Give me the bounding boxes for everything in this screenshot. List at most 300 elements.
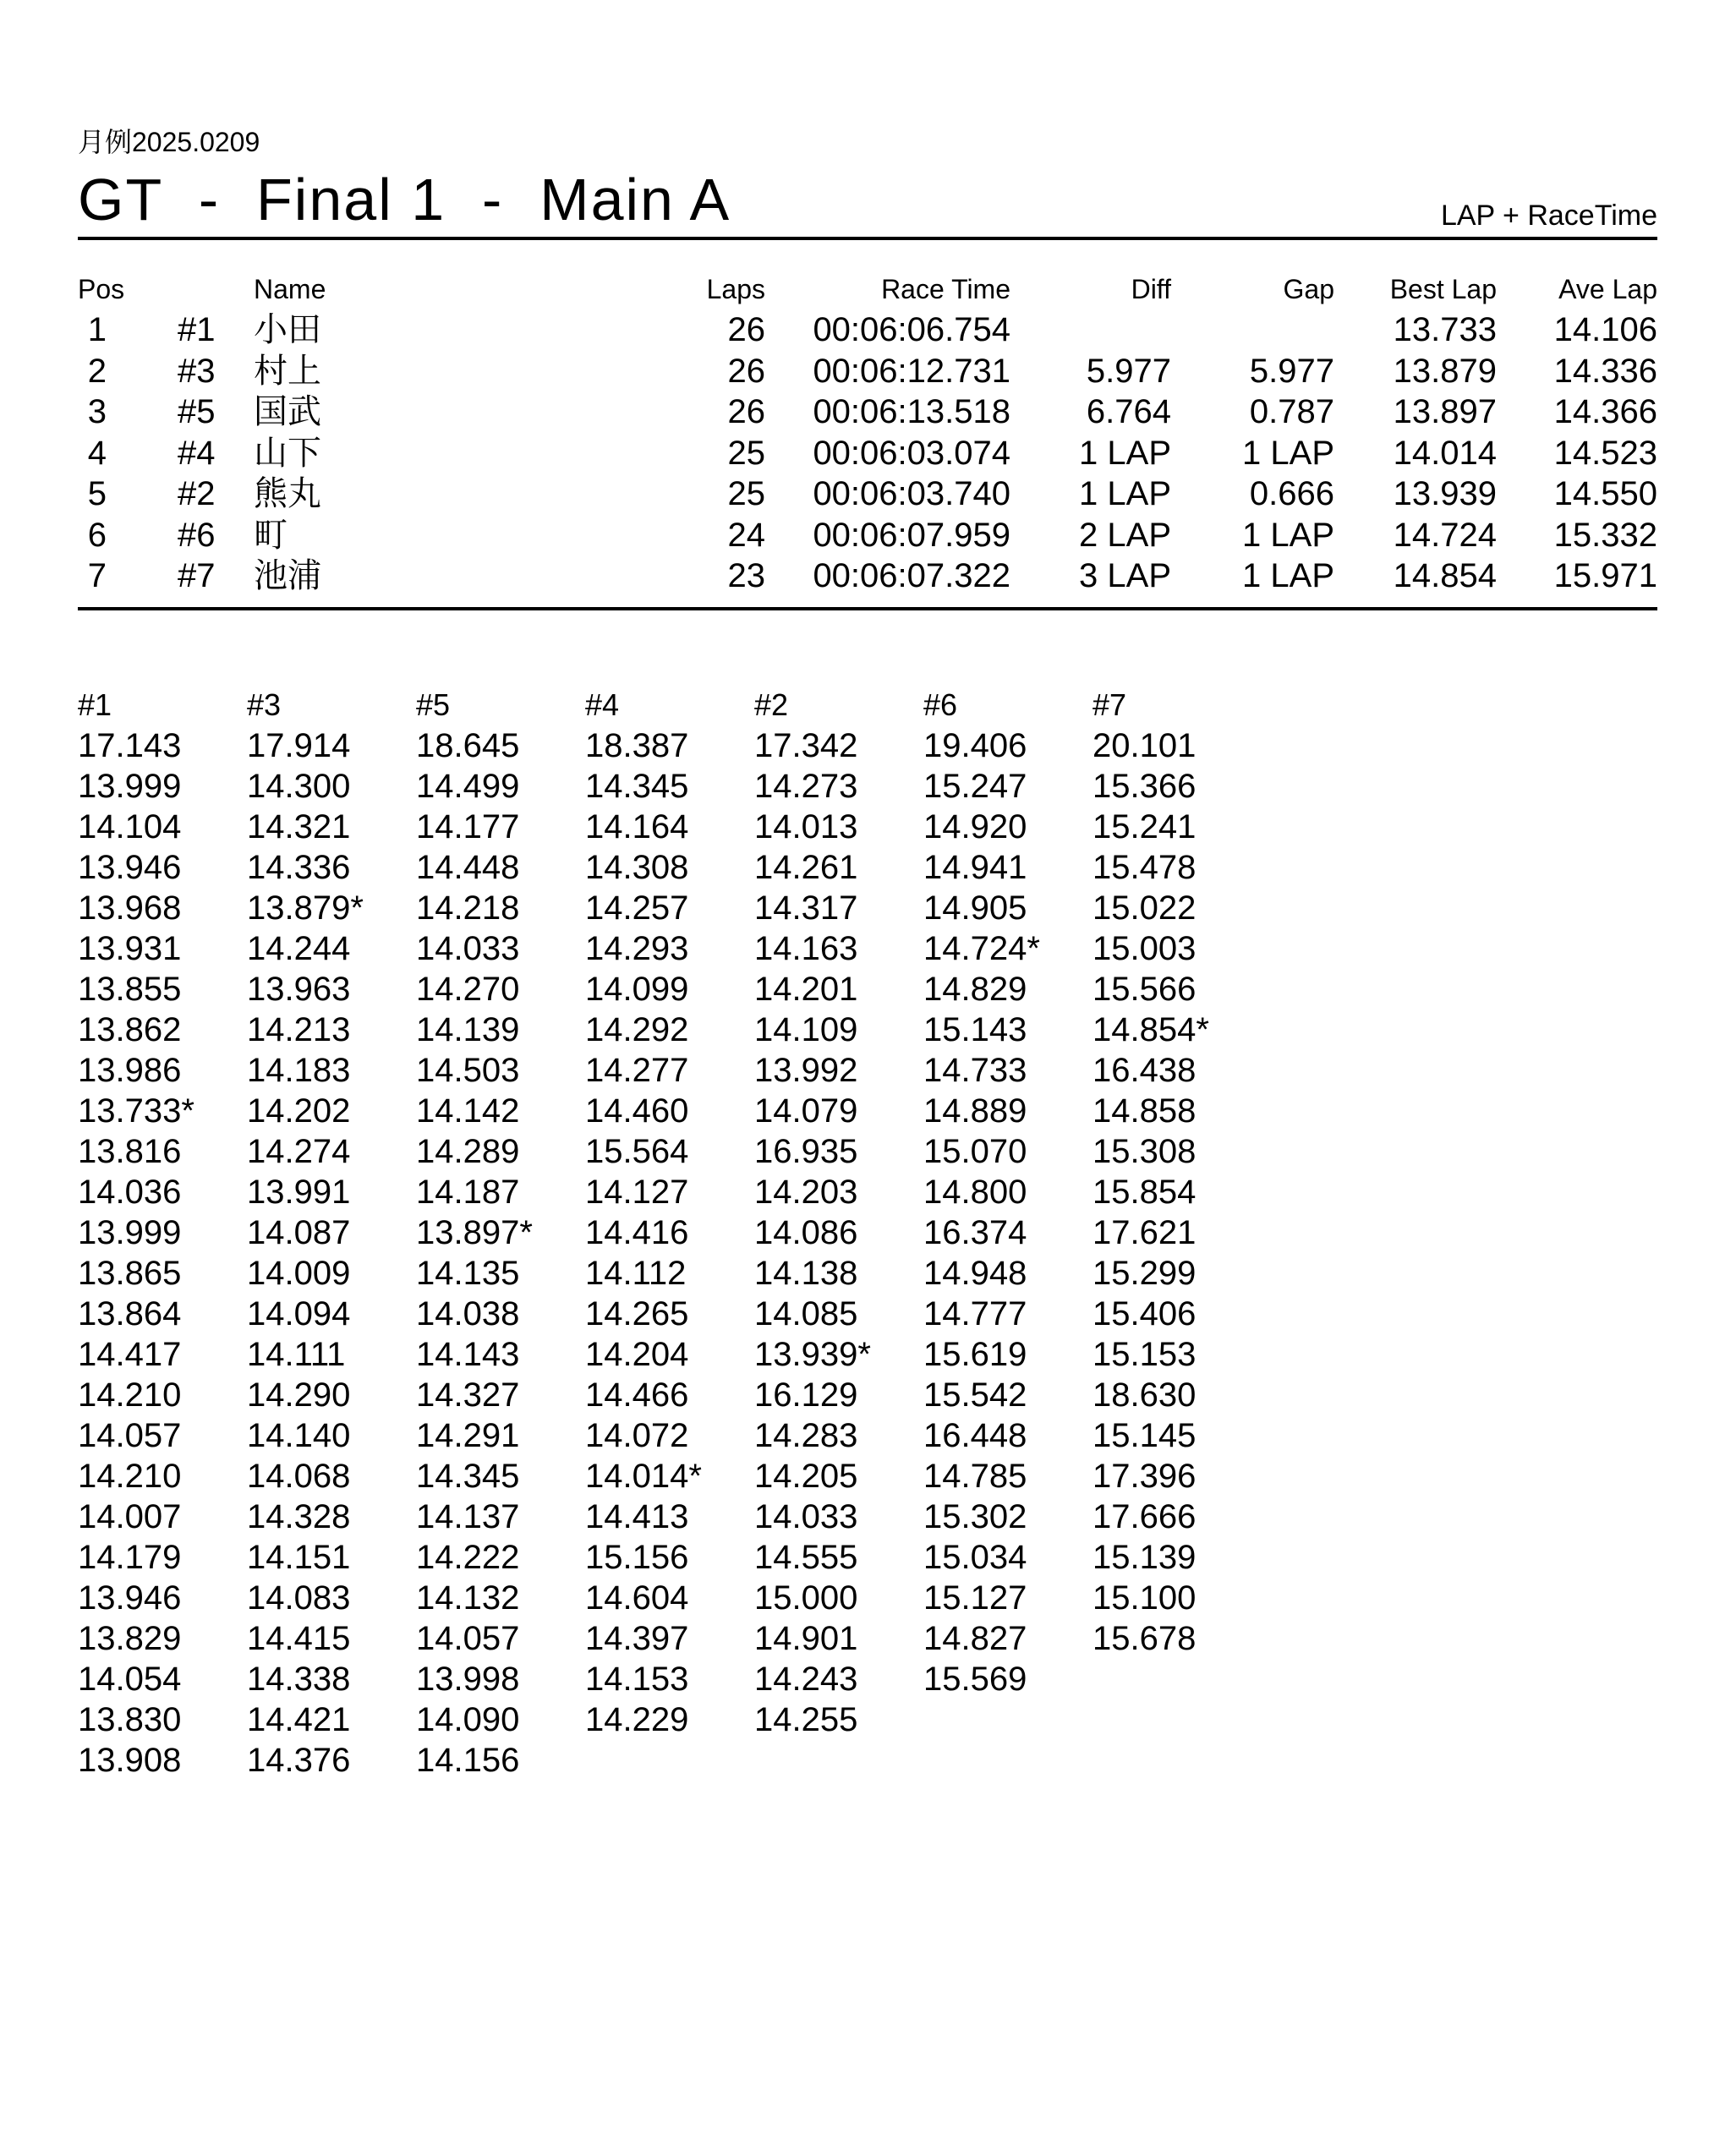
lap-row [78, 807, 1657, 847]
lap-column-header: #3 [247, 687, 282, 722]
lap-row [78, 969, 1657, 1010]
lap-row [78, 1334, 1657, 1375]
lap-time-cell: 13.998 [416, 1660, 520, 1698]
results-cell-car_no: #7 [178, 557, 216, 594]
lap-time-cell: 13.968 [78, 889, 182, 927]
lap-time-cell: 14.085 [754, 1294, 858, 1332]
lap-time-cell: 14.345 [585, 767, 689, 805]
lap-time-cell: 14.079 [754, 1092, 858, 1130]
lap-time-cell: 14.244 [247, 929, 351, 967]
lap-time-cell: 15.247 [923, 767, 1027, 805]
lap-row [78, 1415, 1657, 1456]
results-cell-gap: 1 LAP [1242, 434, 1334, 472]
results-cell-best_lap: 14.014 [1393, 434, 1497, 472]
results-row [78, 351, 1657, 392]
lap-time-cell: 13.897* [416, 1213, 533, 1251]
lap-column-header: #4 [585, 687, 620, 722]
lap-time-cell: 14.163 [754, 929, 858, 967]
results-cell-best_lap: 13.733 [1393, 311, 1497, 348]
lap-time-cell: 14.179 [78, 1538, 182, 1576]
results-header-name: Name [254, 274, 326, 304]
lap-time-cell: 14.265 [585, 1294, 689, 1332]
lap-time-cell: 15.366 [1092, 767, 1197, 805]
lap-time-cell: 13.879* [247, 889, 364, 927]
header-divider [78, 237, 1657, 240]
lap-column-header: #5 [416, 687, 451, 722]
results-cell-race_time: 00:06:07.959 [813, 516, 1010, 554]
lap-time-cell: 13.992 [754, 1051, 858, 1089]
results-cell-car_no: #3 [178, 352, 216, 390]
results-cell-laps: 26 [727, 352, 765, 390]
lap-row [78, 1456, 1657, 1497]
results-cell-laps: 25 [727, 475, 765, 512]
lap-time-cell: 14.283 [754, 1416, 858, 1454]
lap-time-cell: 13.862 [78, 1010, 182, 1048]
lap-time-cell [585, 1740, 754, 1781]
lap-time-cell: 17.143 [78, 726, 182, 764]
lap-time-cell: 13.999 [78, 1213, 182, 1251]
results-cell-gap [1171, 309, 1334, 351]
lap-time-cell: 14.068 [247, 1457, 351, 1495]
lap-time-cell: 14.858 [1092, 1092, 1197, 1130]
lap-time-cell: 14.139 [416, 1010, 520, 1048]
lap-time-cell: 14.142 [416, 1092, 520, 1130]
results-table-body [78, 309, 1657, 597]
lap-time-cell: 14.321 [247, 807, 351, 845]
lap-row [78, 1253, 1657, 1294]
lap-time-cell: 14.203 [754, 1173, 858, 1211]
lap-table-header [78, 685, 1657, 725]
lap-table-body [78, 725, 1657, 1781]
lap-time-cell: 13.963 [247, 970, 351, 1008]
lap-time-cell: 13.865 [78, 1254, 182, 1292]
lap-time-cell: 15.299 [1092, 1254, 1197, 1292]
lap-time-cell: 14.413 [585, 1497, 689, 1535]
lap-time-cell: 14.829 [923, 970, 1027, 1008]
lap-time-cell: 14.397 [585, 1619, 689, 1657]
results-cell-name: 国武 [254, 393, 321, 430]
lap-time-cell: 15.678 [1092, 1619, 1197, 1657]
lap-time-cell: 14.036 [78, 1173, 182, 1211]
lap-time-cell: 18.630 [1092, 1376, 1197, 1414]
results-cell-race_time: 00:06:03.740 [813, 475, 1010, 512]
lap-time-cell: 13.864 [78, 1294, 182, 1332]
lap-time-cell: 14.417 [78, 1335, 182, 1373]
lap-time-cell: 13.991 [247, 1173, 351, 1211]
lap-time-cell: 16.129 [754, 1376, 858, 1414]
lap-time-cell: 15.000 [754, 1579, 858, 1617]
lap-time-cell: 14.300 [247, 767, 351, 805]
lap-time-cell: 14.138 [754, 1254, 858, 1292]
timing-mode-label: LAP + RaceTime [1440, 200, 1657, 232]
results-cell-name: 町 [254, 516, 288, 554]
page-title: GT - Final 1 - Main A [78, 167, 731, 233]
results-cell-ave_lap: 14.550 [1553, 475, 1657, 512]
lap-time-cell: 13.855 [78, 970, 182, 1008]
lap-time-cell: 14.156 [416, 1741, 520, 1779]
lap-time-cell: 14.257 [585, 889, 689, 927]
lap-time-cell: 14.941 [923, 848, 1027, 886]
lap-time-cell: 14.376 [247, 1741, 351, 1779]
lap-time-cell: 14.800 [923, 1173, 1027, 1211]
lap-time-cell: 14.153 [585, 1660, 689, 1698]
results-header-race-time: Race Time [881, 274, 1010, 304]
lap-time-cell: 15.100 [1092, 1579, 1197, 1617]
lap-time-cell: 14.889 [923, 1092, 1027, 1130]
lap-row [78, 1659, 1657, 1699]
lap-row [78, 888, 1657, 928]
lap-time-cell: 14.201 [754, 970, 858, 1008]
lap-time-cell: 15.619 [923, 1335, 1027, 1373]
lap-time-cell: 14.604 [585, 1579, 689, 1617]
results-row [78, 309, 1657, 351]
results-table-header [78, 269, 1657, 309]
lap-time-cell: 14.460 [585, 1092, 689, 1130]
lap-time-cell: 17.914 [247, 726, 351, 764]
lap-time-cell: 14.007 [78, 1497, 182, 1535]
lap-row [78, 766, 1657, 807]
results-cell-car_no: #5 [178, 393, 216, 430]
lap-time-cell: 14.202 [247, 1092, 351, 1130]
results-cell-best_lap: 14.854 [1393, 557, 1497, 594]
results-header-laps: Laps [706, 274, 765, 304]
lap-row [78, 1091, 1657, 1131]
results-cell-diff: 2 LAP [1079, 516, 1171, 554]
lap-time-cell: 14.292 [585, 1010, 689, 1048]
lap-time-cell: 13.816 [78, 1132, 182, 1170]
lap-row [78, 1050, 1657, 1091]
lap-time-cell: 14.222 [416, 1538, 520, 1576]
lap-time-cell: 15.566 [1092, 970, 1197, 1008]
lap-time-cell: 14.213 [247, 1010, 351, 1048]
lap-time-cell [1092, 1659, 1262, 1699]
lap-time-cell: 14.555 [754, 1538, 858, 1576]
lap-time-cell: 13.939* [754, 1335, 871, 1373]
results-header-best-lap: Best Lap [1389, 274, 1497, 304]
lap-time-cell: 14.255 [754, 1700, 858, 1738]
lap-time-cell: 13.986 [78, 1051, 182, 1089]
results-row [78, 433, 1657, 474]
lap-time-cell: 14.920 [923, 807, 1027, 845]
lap-time-cell: 15.478 [1092, 848, 1197, 886]
lap-time-cell: 14.086 [754, 1213, 858, 1251]
results-cell-laps: 26 [727, 393, 765, 430]
lap-time-cell: 14.416 [585, 1213, 689, 1251]
lap-row [78, 1740, 1657, 1781]
results-cell-race_time: 00:06:03.074 [813, 434, 1010, 472]
lap-time-cell: 14.308 [585, 848, 689, 886]
lap-time-cell: 14.014* [585, 1457, 702, 1495]
lap-time-cell [754, 1740, 923, 1781]
event-label: 月例2025.0209 [78, 127, 260, 157]
lap-time-cell: 14.183 [247, 1051, 351, 1089]
lap-time-cell: 14.210 [78, 1376, 182, 1414]
lap-time-cell: 13.931 [78, 929, 182, 967]
results-cell-race_time: 00:06:12.731 [813, 352, 1010, 390]
lap-time-cell: 14.135 [416, 1254, 520, 1292]
lap-time-cell: 14.327 [416, 1376, 520, 1414]
lap-time-cell: 14.033 [416, 929, 520, 967]
lap-time-cell: 14.054 [78, 1660, 182, 1698]
lap-time-cell: 17.621 [1092, 1213, 1197, 1251]
lap-time-cell: 14.140 [247, 1416, 351, 1454]
lap-time-cell: 18.387 [585, 726, 689, 764]
lap-time-cell: 14.289 [416, 1132, 520, 1170]
lap-time-cell: 14.229 [585, 1700, 689, 1738]
lap-time-cell: 14.187 [416, 1173, 520, 1211]
lap-time-cell: 14.948 [923, 1254, 1027, 1292]
lap-time-cell: 15.542 [923, 1376, 1027, 1414]
lap-row [78, 1537, 1657, 1578]
results-header-gap: Gap [1283, 274, 1334, 304]
results-divider [78, 607, 1657, 610]
lap-time-cell: 14.033 [754, 1497, 858, 1535]
lap-times-section [78, 685, 1657, 1781]
lap-time-cell: 14.009 [247, 1254, 351, 1292]
lap-time-cell: 14.338 [247, 1660, 351, 1698]
lap-time-cell: 16.374 [923, 1213, 1027, 1251]
results-cell-car_no: #1 [178, 311, 216, 348]
lap-row [78, 928, 1657, 969]
results-header-ave-lap: Ave Lap [1558, 274, 1657, 304]
lap-time-cell: 14.273 [754, 767, 858, 805]
lap-time-cell: 14.499 [416, 767, 520, 805]
lap-time-cell: 13.733* [78, 1092, 194, 1130]
lap-time-cell: 14.243 [754, 1660, 858, 1698]
lap-column-header: #1 [78, 687, 112, 722]
results-cell-laps: 25 [727, 434, 765, 472]
lap-time-cell: 17.666 [1092, 1497, 1197, 1535]
lap-time-cell: 14.261 [754, 848, 858, 886]
lap-time-cell: 15.156 [585, 1538, 689, 1576]
results-cell-gap: 0.666 [1249, 475, 1334, 512]
lap-time-cell: 14.094 [247, 1294, 351, 1332]
lap-time-cell: 14.109 [754, 1010, 858, 1048]
lap-time-cell: 16.438 [1092, 1051, 1197, 1089]
results-cell-race_time: 00:06:07.322 [813, 557, 1010, 594]
lap-time-cell: 13.946 [78, 848, 182, 886]
lap-time-cell: 13.946 [78, 1579, 182, 1617]
lap-time-cell: 14.448 [416, 848, 520, 886]
lap-time-cell: 14.777 [923, 1294, 1027, 1332]
lap-time-cell [1092, 1699, 1262, 1740]
lap-time-cell: 20.101 [1092, 726, 1197, 764]
lap-time-cell: 17.396 [1092, 1457, 1197, 1495]
results-cell-ave_lap: 15.971 [1553, 557, 1657, 594]
lap-time-cell: 14.724* [923, 929, 1040, 967]
results-header-pos: Pos [78, 274, 125, 304]
results-cell-diff: 6.764 [1086, 393, 1171, 430]
lap-row [78, 1578, 1657, 1618]
lap-time-cell: 15.139 [1092, 1538, 1197, 1576]
lap-time-cell: 14.090 [416, 1700, 520, 1738]
results-cell-diff: 1 LAP [1079, 434, 1171, 472]
results-cell-name: 小田 [254, 311, 321, 348]
results-cell-ave_lap: 14.336 [1553, 352, 1657, 390]
lap-time-cell: 14.466 [585, 1376, 689, 1414]
results-cell-best_lap: 13.897 [1393, 393, 1497, 430]
lap-time-cell: 14.274 [247, 1132, 351, 1170]
lap-row [78, 1618, 1657, 1659]
results-cell-diff: 5.977 [1086, 352, 1171, 390]
lap-time-cell: 13.830 [78, 1700, 182, 1738]
results-cell-ave_lap: 15.332 [1553, 516, 1657, 554]
results-cell-car_no: #2 [178, 475, 216, 512]
lap-time-cell: 14.104 [78, 807, 182, 845]
lap-time-cell: 15.003 [1092, 929, 1197, 967]
lap-time-cell: 14.132 [416, 1579, 520, 1617]
results-cell-gap: 0.787 [1249, 393, 1334, 430]
results-cell-gap: 5.977 [1249, 352, 1334, 390]
lap-time-cell: 15.145 [1092, 1416, 1197, 1454]
results-cell-name: 山下 [254, 434, 321, 472]
lap-time-cell: 14.205 [754, 1457, 858, 1495]
lap-time-cell: 14.293 [585, 929, 689, 967]
results-row [78, 555, 1657, 597]
results-header-diff: Diff [1131, 274, 1171, 304]
lap-time-cell: 15.143 [923, 1010, 1027, 1048]
lap-time-cell: 15.564 [585, 1132, 689, 1170]
results-cell-race_time: 00:06:06.754 [813, 311, 1010, 348]
results-cell-best_lap: 13.879 [1393, 352, 1497, 390]
lap-time-cell: 14.328 [247, 1497, 351, 1535]
lap-time-cell: 15.034 [923, 1538, 1027, 1576]
results-cell-gap: 1 LAP [1242, 557, 1334, 594]
results-row [78, 391, 1657, 433]
results-cell-car_no: #6 [178, 516, 216, 554]
lap-time-cell: 14.057 [416, 1619, 520, 1657]
lap-time-cell: 14.013 [754, 807, 858, 845]
lap-time-cell: 14.127 [585, 1173, 689, 1211]
results-cell-pos: 1 [87, 311, 107, 348]
results-header-car-spacer [118, 269, 254, 309]
results-cell-laps: 24 [727, 516, 765, 554]
lap-column-header: #2 [754, 687, 789, 722]
lap-time-cell: 15.153 [1092, 1335, 1197, 1373]
lap-time-cell: 14.204 [585, 1335, 689, 1373]
results-cell-pos: 7 [87, 557, 107, 594]
results-cell-pos: 6 [87, 516, 107, 554]
lap-time-cell: 14.503 [416, 1051, 520, 1089]
lap-time-cell: 15.070 [923, 1132, 1027, 1170]
results-cell-best_lap: 13.939 [1393, 475, 1497, 512]
lap-time-cell: 14.137 [416, 1497, 520, 1535]
lap-time-cell: 14.336 [247, 848, 351, 886]
lap-row [78, 1131, 1657, 1172]
lap-time-cell: 14.277 [585, 1051, 689, 1089]
lap-time-cell [923, 1699, 1092, 1740]
lap-time-cell: 14.112 [585, 1254, 687, 1292]
results-row [78, 515, 1657, 556]
results-cell-car_no: #4 [178, 434, 216, 472]
lap-time-cell: 15.127 [923, 1579, 1027, 1617]
lap-time-cell: 14.415 [247, 1619, 351, 1657]
lap-row [78, 1699, 1657, 1740]
lap-time-cell: 13.908 [78, 1741, 182, 1779]
results-row [78, 473, 1657, 515]
lap-time-cell: 15.569 [923, 1660, 1027, 1698]
lap-time-cell: 14.111 [247, 1335, 346, 1373]
lap-time-cell: 14.177 [416, 807, 520, 845]
lap-column-header: #7 [1092, 687, 1127, 722]
results-cell-ave_lap: 14.366 [1553, 393, 1657, 430]
lap-time-cell: 14.099 [585, 970, 689, 1008]
lap-time-cell: 14.785 [923, 1457, 1027, 1495]
results-cell-best_lap: 14.724 [1393, 516, 1497, 554]
lap-time-cell: 14.038 [416, 1294, 520, 1332]
results-cell-race_time: 00:06:13.518 [813, 393, 1010, 430]
lap-time-cell: 14.151 [247, 1538, 351, 1576]
lap-time-cell: 15.022 [1092, 889, 1197, 927]
lap-time-cell: 14.854* [1092, 1010, 1209, 1048]
lap-time-cell: 16.448 [923, 1416, 1027, 1454]
lap-time-cell: 14.905 [923, 889, 1027, 927]
lap-row [78, 1172, 1657, 1212]
results-cell-pos: 5 [87, 475, 107, 512]
lap-time-cell: 14.421 [247, 1700, 351, 1738]
lap-time-cell: 13.829 [78, 1619, 182, 1657]
results-cell-diff: 3 LAP [1079, 557, 1171, 594]
lap-row [78, 1212, 1657, 1253]
lap-time-cell: 14.827 [923, 1619, 1027, 1657]
results-cell-ave_lap: 14.523 [1553, 434, 1657, 472]
results-cell-name: 池浦 [254, 557, 321, 594]
lap-time-cell: 15.302 [923, 1497, 1027, 1535]
results-cell-pos: 3 [87, 393, 107, 430]
lap-row [78, 847, 1657, 888]
results-cell-diff [1010, 309, 1171, 351]
lap-time-cell: 14.270 [416, 970, 520, 1008]
results-cell-laps: 23 [727, 557, 765, 594]
lap-row [78, 1497, 1657, 1537]
lap-time-cell: 14.290 [247, 1376, 351, 1414]
lap-time-cell: 14.901 [754, 1619, 858, 1657]
lap-time-cell: 17.342 [754, 726, 858, 764]
results-cell-pos: 2 [87, 352, 107, 390]
lap-column-header: #6 [923, 687, 958, 722]
lap-time-cell: 16.935 [754, 1132, 858, 1170]
lap-time-cell: 15.308 [1092, 1132, 1197, 1170]
lap-time-cell: 14.291 [416, 1416, 520, 1454]
results-cell-name: 熊丸 [254, 475, 321, 512]
page-header [78, 166, 1657, 233]
lap-time-cell: 14.057 [78, 1416, 182, 1454]
results-cell-diff: 1 LAP [1079, 475, 1171, 512]
lap-row [78, 1294, 1657, 1334]
lap-time-cell: 14.317 [754, 889, 858, 927]
results-cell-gap: 1 LAP [1242, 516, 1334, 554]
lap-time-cell: 14.218 [416, 889, 520, 927]
lap-time-cell: 14.210 [78, 1457, 182, 1495]
results-cell-pos: 4 [87, 434, 107, 472]
results-cell-laps: 26 [727, 311, 765, 348]
lap-time-cell: 14.733 [923, 1051, 1027, 1089]
lap-time-cell: 14.083 [247, 1579, 351, 1617]
lap-row [78, 1375, 1657, 1415]
lap-row [78, 725, 1657, 766]
lap-time-cell [1092, 1740, 1262, 1781]
lap-time-cell [923, 1740, 1092, 1781]
lap-time-cell: 14.143 [416, 1335, 520, 1373]
lap-time-cell: 14.072 [585, 1416, 689, 1454]
results-cell-ave_lap: 14.106 [1553, 311, 1657, 348]
lap-time-cell: 19.406 [923, 726, 1027, 764]
lap-time-cell: 14.345 [416, 1457, 520, 1495]
lap-time-cell: 14.164 [585, 807, 689, 845]
results-cell-name: 村上 [254, 352, 321, 390]
lap-time-cell: 15.854 [1092, 1173, 1197, 1211]
lap-time-cell: 15.241 [1092, 807, 1197, 845]
